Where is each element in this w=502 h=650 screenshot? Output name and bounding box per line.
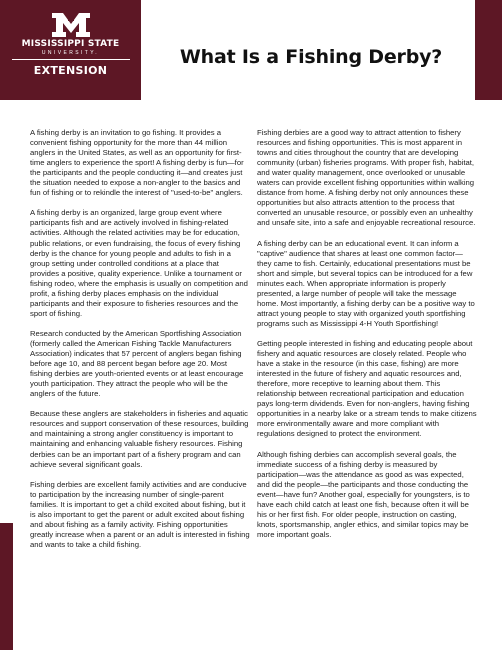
header-accent-tab (475, 0, 502, 100)
right-column (257, 128, 477, 540)
msu-m-logo-icon (51, 12, 91, 38)
paragraph: Because these anglers are stakeholders in fisheries and aquatic resources and support conservation of these resources, building and maintaining a strong angler constituency is important to maintaining and enhancing valuable fishery resources. Fishing derbies can be an important part of a fishery program and can achieve several significant goals. (30, 409, 249, 469)
logo-divider (12, 59, 130, 60)
paragraph: Fishing derbies are excellent family activities and are conducive to participation by the increasing number of single-parent families. It is important to get a child excited about fishing, but it is also important to get the parent or adult excited about fishing and about fishing as a family activity. Fishing opportunities greatly increase when a parent or an adult is interested in fishing and wants to take a child fishing. (30, 479, 250, 549)
logo-extension-label: EXTENSION (33, 64, 108, 77)
paragraph: A fishing derby is an invitation to go fishing. It provides a convenient fishing opportunity for the more than 44 million anglers in the United States, as well as an opportunity for first-time anglers to experience the sport! A fishing derby is fun—for the participants and the people conducting it—and creates just the situation needed to expose a non-angler to the basics and fun of fishing or to rekindle the interest of "used-to-be" anglers. (30, 128, 244, 198)
logo-university-sub: UNIVERSITY. (41, 50, 100, 56)
paragraph: Fishing derbies are a good way to attract attention to fishery resources and fishing opportunities. This is most apparent in towns and cities throughout the country that are developing community (urban) fisheries programs. With proper fish, habitat, and water quality management, once overlooked or unusable waters can provide excellent fishing opportunities within walking distance from home. A fishing derby not only announces these opportunities but also attracts attention to the process that converted an unusable resource, or possibly even an unhealthy and unsafe site, into a safe and enjoyable recreational resource. (257, 128, 476, 228)
paragraph: Although fishing derbies can accomplish several goals, the immediate success of a fishing derby is measured by participation—was the attendance as good as was expected, and did the people—the participants and those conducting the event—have fun? Another goal, especially for youngsters, is to have each child catch at least one fish, because often it will be his or her first fish. For older people, instruction on casting, knots, sportsmanship, angler ethics, and similar topics may be more important goals. (257, 449, 470, 539)
paragraph: A fishing derby can be an educational event. It can inform a "captive" audience that shares at least one common factor—they came to fish. Certainly, educational presentations must be short and simple, but several topics can be introduced for a few minutes each. When appropriate information is properly presented, a large number of people will take the message home. Most importantly, a fishing derby can be a positive way to attract young people to stay with organized youth sportfishing programs such as Mississippi 4-H Youth Sportfishing! (257, 238, 475, 328)
extension-logo (0, 12, 141, 77)
page-title: What Is a Fishing Derby? (179, 46, 443, 68)
brand-header-block (0, 0, 141, 100)
paragraph: Research conducted by the American Sportfishing Association (formerly called the American Fishing Tackle Manufacturers Association) indicates that 57 percent of anglers began fishing before age 10, and 88 percent began before age 20. Most fishing derbies are youth-oriented events or at least encourage youth participation. They attract the people who will be the anglers of the future. (30, 328, 244, 399)
paragraph: A fishing derby is an organized, large group event where participants fish and are actively involved in fishing-related activities. Although the related activities may be for education, public relations, or even fundraising, the focus of every fishing derby is the chance for young people and adults to fish in a group setting under controlled conditions at a place that provides a positive, quality experience. Unlike a tournament or fishing rodeo, where the emphasis is usually on competition and profit, a fishing derby places emphasis on the individual participants and their exposure to fisheries resources and the sport of fishing. (30, 208, 248, 318)
footer-accent-tab (0, 523, 13, 650)
left-column (30, 128, 250, 550)
paragraph: Getting people interested in fishing and educating people about fishery and aquatic resources are closely related. People who have a stake in the resource (in this case, fishing) are more interested in the future of fishery and aquatic resources and, therefore, more receptive to learning about them. This relationship between recreational participation and education pays long-term dividends. Even for non-anglers, having fishing opportunities in a nearby lake or a stream tends to make citizens more environmentally aware and more compliant with regulations designed to protect the environment. (257, 338, 477, 439)
logo-university-name: MISSISSIPPI STATE (21, 39, 120, 49)
